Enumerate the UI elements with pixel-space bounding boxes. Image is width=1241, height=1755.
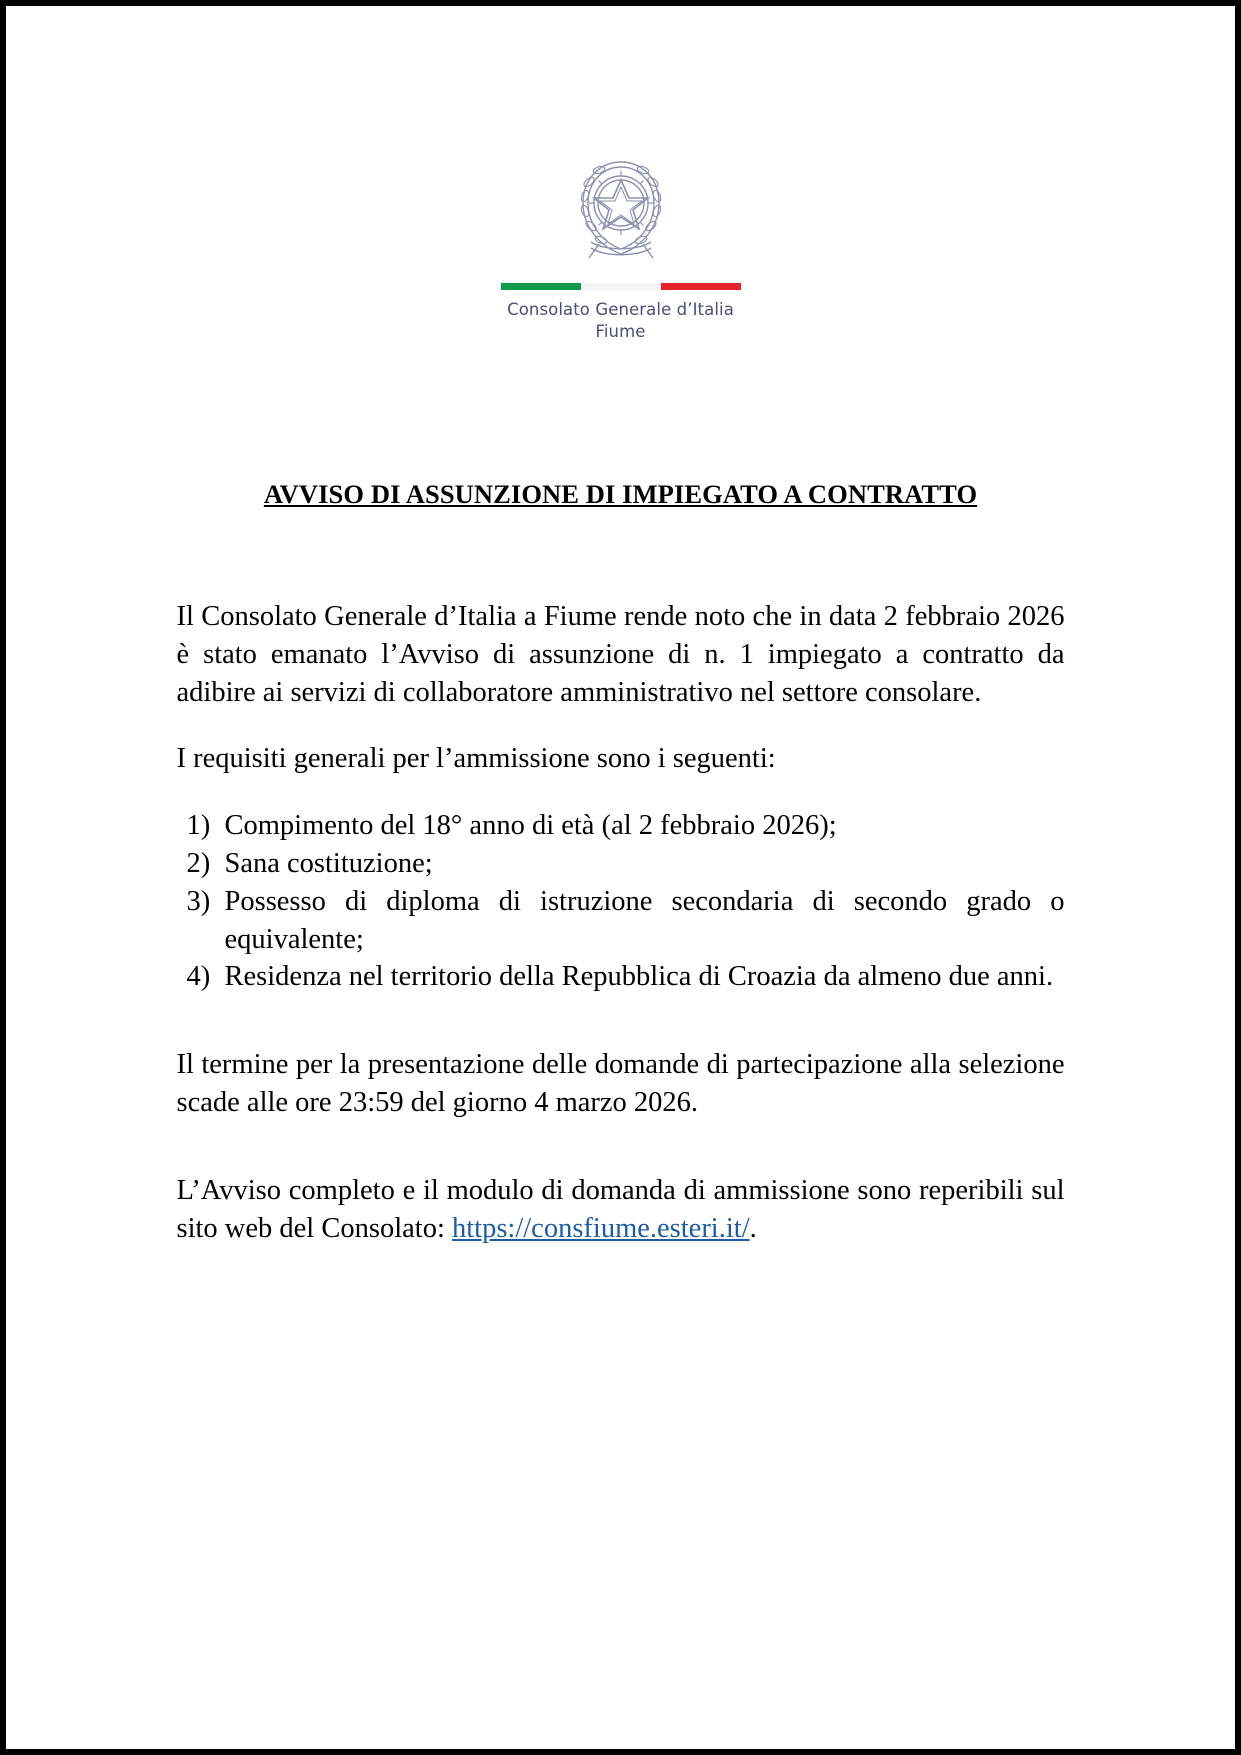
availability-paragraph [177,1172,1065,1248]
letterhead-caption [471,299,771,344]
list-item-marker: 1) [186,809,211,841]
document-page [6,6,1235,1749]
requirements-intro: I requisiti generali per l’ammissione sono i seguenti: [176,743,776,775]
page-title: AVVISO DI ASSUNZIONE DI IMPIEGATO A CONTRATTO [263,478,978,509]
list-item-text: Residenza nel territorio della Repubblica di Croazia da almeno due anni. [224,961,1054,993]
italian-flag-bar [501,283,741,290]
list-item [177,845,1065,883]
flag-stripe-green [501,283,581,290]
list-item [177,807,1065,845]
list-item-text: Compimento del 18° anno di età (al 2 febbraio 2026); [224,809,837,841]
organization-name: Consolato Generale d’Italia [507,300,734,319]
emblem-of-italy-icon [569,156,673,268]
list-item-text: Sana costituzione; [224,847,433,879]
list-item-marker: 2) [186,847,211,879]
list-item [177,883,1065,959]
flag-stripe-red [661,283,741,290]
letterhead [471,6,771,344]
deadline-paragraph: Il termine per la presentazione delle domande di partecipazione alla selezione scade alle ore 23:59 del giorno 4 marzo 2026. [176,1049,1065,1119]
list-item-text: Possesso di diploma di istruzione secondaria di secondo grado o equivalente; [224,885,1065,955]
document-body [177,477,1065,1248]
organization-city: Fiume [595,322,646,342]
flag-stripe-white [581,283,661,290]
list-item-marker: 4) [186,961,211,993]
availability-text: L’Avviso completo e il modulo di domanda di ammissione sono reperibili sul sito web del Consolato: [176,1175,1065,1244]
list-item [177,958,1065,996]
availability-period: . [749,1212,757,1244]
intro-paragraph: Il Consolato Generale d’Italia a Fiume rende noto che in data 2 febbraio 2026 è stato emanato l’Avviso di assunzione di n. 1 impiegato a contratto da adibire ai servizi di collaboratore amministrativo nel settore consolare. [176,600,1065,708]
requirements-list [177,807,1065,996]
list-item-marker: 3) [186,885,211,917]
consulate-website-link[interactable]: https://consfiume.esteri.it/ [451,1212,750,1244]
